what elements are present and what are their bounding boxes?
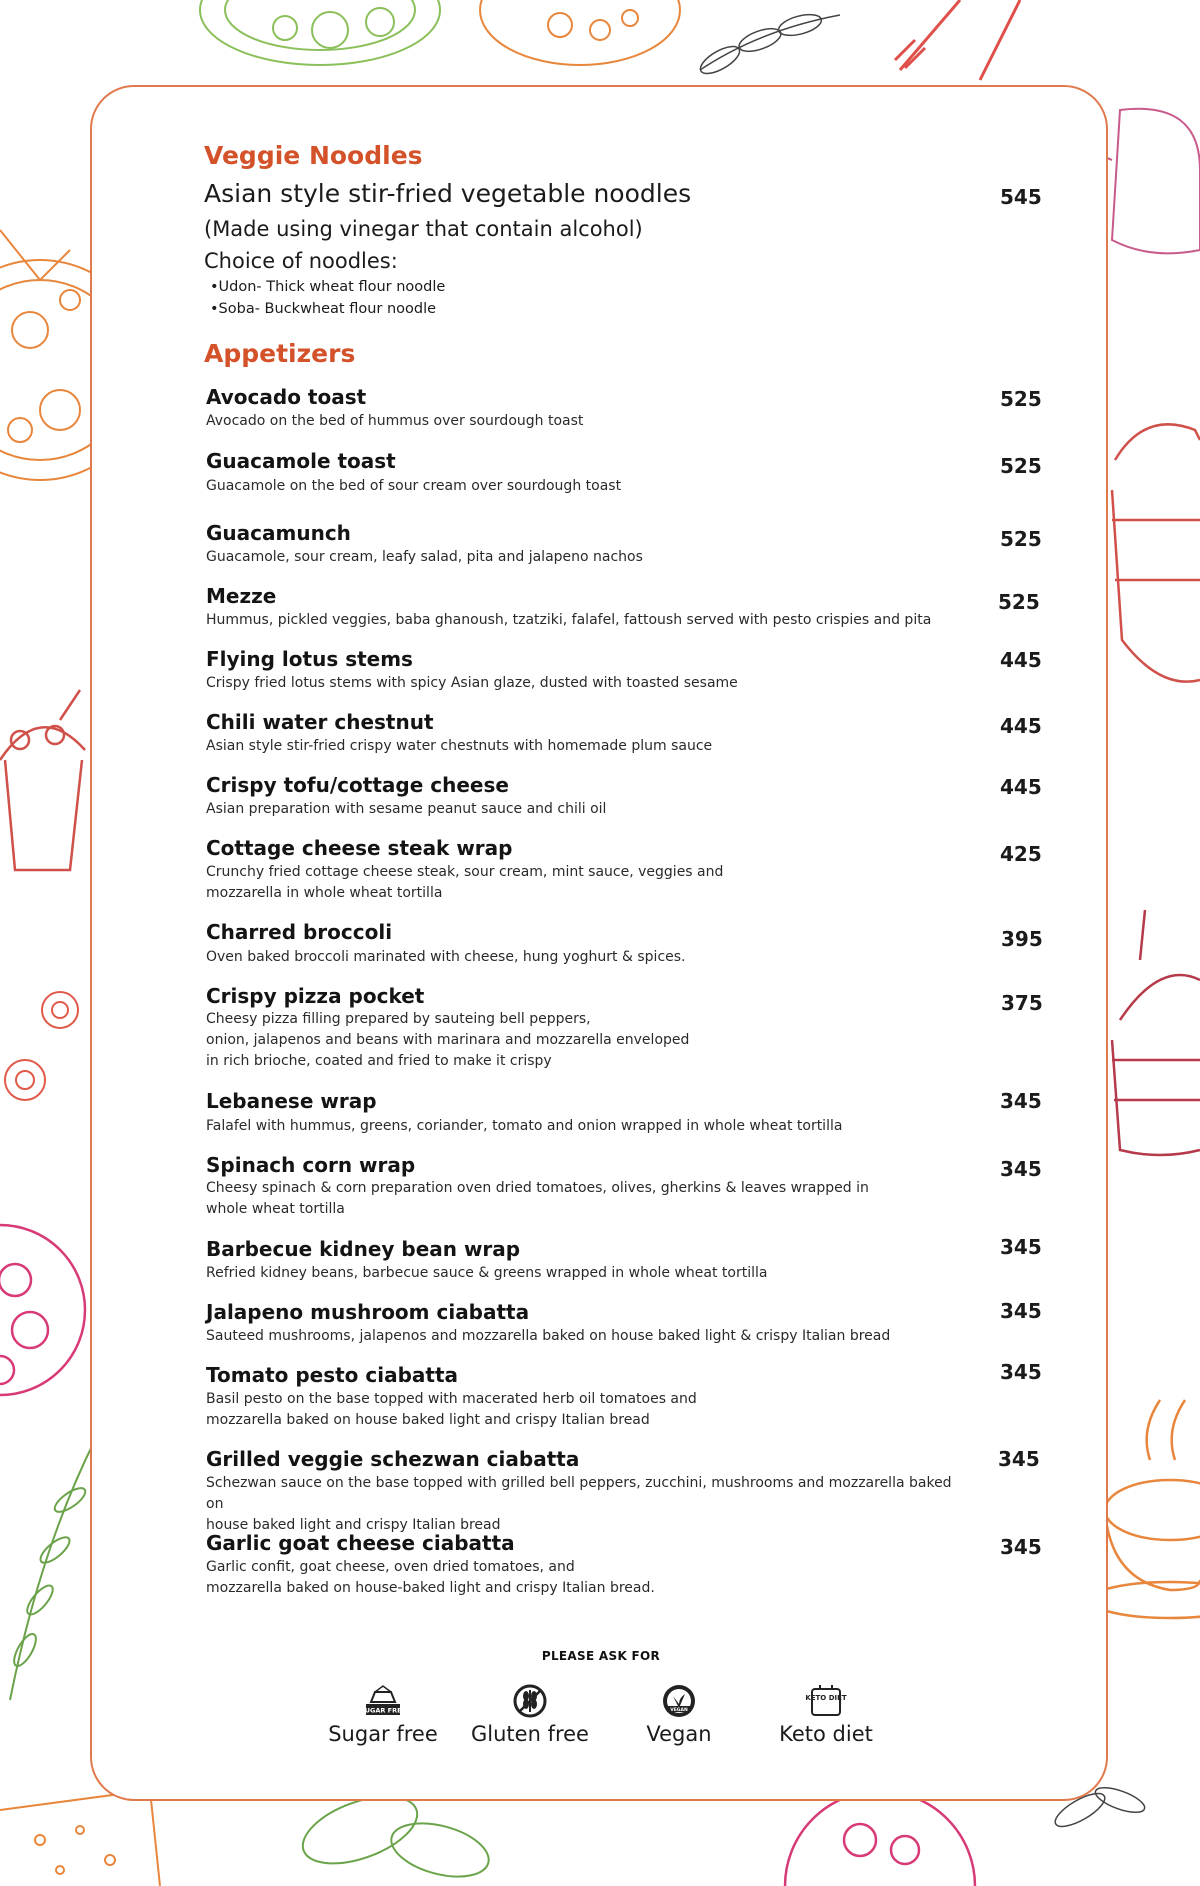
item-name: Tomato pesto ciabatta	[206, 1363, 459, 1387]
appetizers-title: Appetizers	[204, 339, 356, 368]
item-price: 425	[1000, 842, 1042, 866]
jar-sketch	[1112, 424, 1200, 681]
milkshake-sketch	[0, 690, 85, 870]
item-price: 445	[1000, 775, 1042, 799]
item-name: Spinach corn wrap	[206, 1153, 416, 1177]
item-description: Cheesy pizza filling prepared by sauteing bell peppers, onion, jalapenos and beans with marinara and mozzarella enveloped in rich brioche, coated and fried to make it crispy	[206, 1011, 690, 1069]
item-name: Grilled veggie schezwan ciabatta	[206, 1447, 580, 1471]
item-description: Crispy fried lotus stems with spicy Asian glaze, dusted with toasted sesame	[206, 675, 738, 691]
item-description: Hummus, pickled veggies, baba ghanoush, tzatziki, falafel, fattoush served with pesto crispies and pita	[206, 612, 932, 628]
veggie-noodles-title: Veggie Noodles	[204, 141, 423, 170]
please-ask-for-heading: PLEASE ASK FOR	[541, 1649, 661, 1663]
veggie-noodles-note: (Made using vinegar that contain alcohol)	[204, 217, 643, 241]
diet-option-gluten-free	[455, 1684, 605, 1746]
item-description: Sauteed mushrooms, jalapenos and mozzarella baked on house baked light & crispy Italian bread	[206, 1328, 891, 1344]
item-price: 525	[1000, 454, 1042, 478]
diet-option-sugar-free	[308, 1684, 458, 1746]
item-description: Crunchy fried cottage cheese steak, sour cream, mint sauce, veggies and mozzarella in whole wheat tortilla	[206, 864, 724, 901]
menu-card	[90, 85, 1108, 1801]
item-description: Avocado on the bed of hummus over sourdough toast	[206, 413, 584, 429]
item-description: Schezwan sauce on the base topped with grilled bell peppers, zucchini, mushrooms and mozzarella baked on house baked light and crispy Italian bread	[206, 1475, 952, 1533]
item-price: 345	[998, 1447, 1040, 1471]
svg-text:SUGAR FREE: SUGAR FREE	[360, 1706, 406, 1715]
item-name: Barbecue kidney bean wrap	[206, 1237, 521, 1261]
green-bowl-sketch	[200, 0, 440, 65]
keto-diet-icon	[805, 1684, 847, 1718]
herb-sketch	[10, 1440, 95, 1700]
item-price: 345	[1000, 1535, 1042, 1559]
gluten-free-icon	[512, 1684, 548, 1718]
noodle-option-soba: •Soba- Buckwheat flour noodle	[210, 301, 437, 317]
item-price: 345	[1000, 1157, 1042, 1181]
item-price: 525	[1000, 527, 1042, 551]
keto-diet-label: Keto diet	[779, 1722, 873, 1746]
item-name: Cottage cheese steak wrap	[206, 836, 513, 860]
item-price: 345	[1000, 1089, 1042, 1113]
item-price: 395	[1001, 927, 1043, 951]
item-description: Refried kidney beans, barbecue sauce & greens wrapped in whole wheat tortilla	[206, 1265, 768, 1281]
item-price: 345	[1000, 1235, 1042, 1259]
item-name: Charred broccoli	[206, 920, 393, 944]
sugar-free-icon	[360, 1684, 406, 1718]
leaves-sketch	[696, 11, 840, 79]
veggie-noodles-price: 545	[1000, 185, 1042, 209]
fork-sketch	[895, 0, 1020, 80]
item-name: Avocado toast	[206, 385, 367, 409]
item-description: Guacamole on the bed of sour cream over sourdough toast	[206, 478, 622, 494]
cheese-sketch	[0, 1790, 160, 1886]
item-price: 525	[1000, 387, 1042, 411]
item-name: Flying lotus stems	[206, 647, 413, 671]
vegan-label: Vegan	[646, 1722, 712, 1746]
item-name: Crispy tofu/cottage cheese	[206, 773, 509, 797]
gluten-free-label: Gluten free	[471, 1722, 589, 1746]
diet-option-vegan	[604, 1684, 754, 1746]
item-description: Garlic confit, goat cheese, oven dried tomatoes, and mozzarella baked on house-baked light and crispy Italian bread.	[206, 1559, 655, 1596]
orange-bowl-sketch	[480, 0, 680, 65]
ring-sketch	[5, 992, 78, 1100]
item-price: 345	[1000, 1360, 1042, 1384]
vegan-icon	[661, 1684, 697, 1718]
item-price: 445	[1000, 648, 1042, 672]
svg-text:KETO DIET: KETO DIET	[805, 1694, 847, 1702]
item-description: Asian preparation with sesame peanut sauce and chili oil	[206, 801, 607, 817]
item-description: Guacamole, sour cream, leafy salad, pita and jalapeno nachos	[206, 549, 643, 565]
item-name: Jalapeno mushroom ciabatta	[206, 1300, 530, 1324]
noodle-choice-label: Choice of noodles:	[204, 249, 398, 273]
item-description: Asian style stir-fried crispy water chestnuts with homemade plum sauce	[206, 738, 713, 754]
item-price: 445	[1000, 714, 1042, 738]
item-description: Falafel with hummus, greens, coriander, tomato and onion wrapped in whole wheat tortilla	[206, 1118, 843, 1134]
item-name: Crispy pizza pocket	[206, 984, 425, 1008]
noodle-option-udon: •Udon- Thick wheat flour noodle	[210, 279, 446, 295]
item-description: Basil pesto on the base topped with macerated herb oil tomatoes and mozzarella baked on house baked light and crispy Italian bread	[206, 1391, 697, 1428]
item-name: Mezze	[206, 584, 277, 608]
item-price: 345	[1000, 1299, 1042, 1323]
svg-text:VEGAN: VEGAN	[670, 1708, 688, 1713]
pink-bowl-sketch	[0, 1225, 85, 1395]
item-name: Guacamunch	[206, 521, 351, 545]
item-price: 375	[1001, 991, 1043, 1015]
item-description: Cheesy spinach & corn preparation oven dried tomatoes, olives, gherkins & leaves wrapped in whole wheat tortilla	[206, 1180, 869, 1217]
frappe-sketch	[1112, 910, 1200, 1155]
item-name: Chili water chestnut	[206, 710, 434, 734]
item-name: Garlic goat cheese ciabatta	[206, 1531, 515, 1555]
item-name: Lebanese wrap	[206, 1089, 377, 1113]
diet-option-keto-diet	[751, 1684, 901, 1746]
sugar-free-label: Sugar free	[328, 1722, 438, 1746]
item-description: Oven baked broccoli marinated with cheese, hung yoghurt & spices.	[206, 949, 686, 965]
pink-plate-sketch	[785, 1791, 975, 1886]
item-price: 525	[998, 590, 1040, 614]
item-name: Guacamole toast	[206, 449, 396, 473]
veggie-noodles-subtitle: Asian style stir-fried vegetable noodles	[204, 179, 692, 208]
